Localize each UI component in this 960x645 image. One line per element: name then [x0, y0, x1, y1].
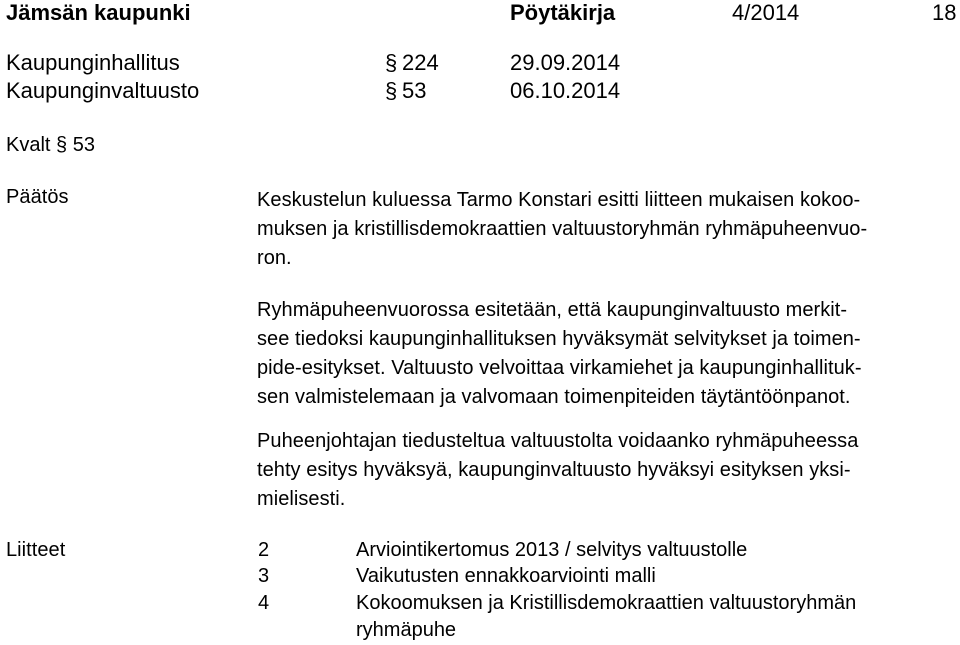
decision-paragraph-1: [257, 186, 957, 273]
meeting-body: Kaupunginhallitus: [6, 50, 180, 75]
section-heading-prefix: Kvalt: [6, 134, 51, 156]
issue-number: 4/2014: [732, 0, 800, 25]
attachment-item: [0, 563, 960, 590]
paragraph-line: Ryhmäpuheenvuorossa esitetään, että kaupunginvaltuusto merkit-: [257, 299, 848, 321]
paragraph-line: muksen ja kristillisdemokraattien valtuustoryhmän ryhmäpuheenvuo-: [257, 218, 868, 240]
section-heading: [6, 134, 95, 157]
attachment-title: Kokoomuksen ja Kristillisdemokraattien valtuustoryhmän: [356, 592, 857, 614]
attachment-number: 4: [258, 592, 270, 614]
meeting-body: Kaupunginvaltuusto: [6, 78, 200, 103]
paragraph-line: sen valmistelemaan ja valvomaan toimenpiteiden täytäntöönpanot.: [257, 386, 851, 408]
decision-paragraph-2: [257, 296, 957, 412]
attachment-title: Arviointikertomus 2013 / selvitys valtuustolle: [356, 539, 748, 561]
section-symbol: §: [385, 78, 398, 103]
paragraph-line: pide-esitykset. Valtuusto velvoittaa virkamiehet ja kaupunginhallituk-: [257, 357, 862, 379]
city-name: Jämsän kaupunki: [6, 0, 191, 25]
section-symbol: §: [385, 50, 398, 75]
decision-paragraph-3: [257, 427, 957, 514]
attachment-item-continuation: [0, 617, 960, 644]
section-heading-number: 53: [72, 134, 95, 156]
attachment-number: 2: [258, 539, 270, 561]
paragraph-line: mielisesti.: [257, 488, 346, 510]
paragraph-line: ron.: [257, 247, 292, 269]
paragraph-line: see tiedoksi kaupunginhallituksen hyväksymät selvitykset ja toimen-: [257, 328, 861, 350]
paragraph-line: Keskustelun kuluessa Tarmo Konstari esitti liitteen mukaisen kokoo-: [257, 189, 861, 211]
attachment-title: ryhmäpuhe: [356, 619, 457, 641]
paragraph-line: tehty esitys hyväksyä, kaupunginvaltuusto hyväksyi esityksen yksi-: [257, 459, 851, 481]
attachment-item: [0, 590, 960, 617]
section-number: 224: [402, 50, 439, 75]
decision-label: Päätös: [6, 186, 69, 208]
section-heading-symbol: §: [56, 134, 68, 156]
section-number: 53: [402, 78, 427, 103]
page-number: 18: [932, 0, 957, 25]
attachments-label: Liitteet: [6, 539, 66, 561]
meeting-date: 29.09.2014: [510, 50, 621, 75]
meeting-date: 06.10.2014: [510, 78, 621, 103]
document-type: Pöytäkirja: [510, 0, 616, 25]
attachment-item: [0, 537, 960, 564]
attachment-number: 3: [258, 565, 270, 587]
attachment-title: Vaikutusten ennakkoarviointi malli: [356, 565, 656, 587]
paragraph-line: Puheenjohtajan tiedusteltua valtuustolta voidaanko ryhmäpuheessa: [257, 430, 859, 452]
